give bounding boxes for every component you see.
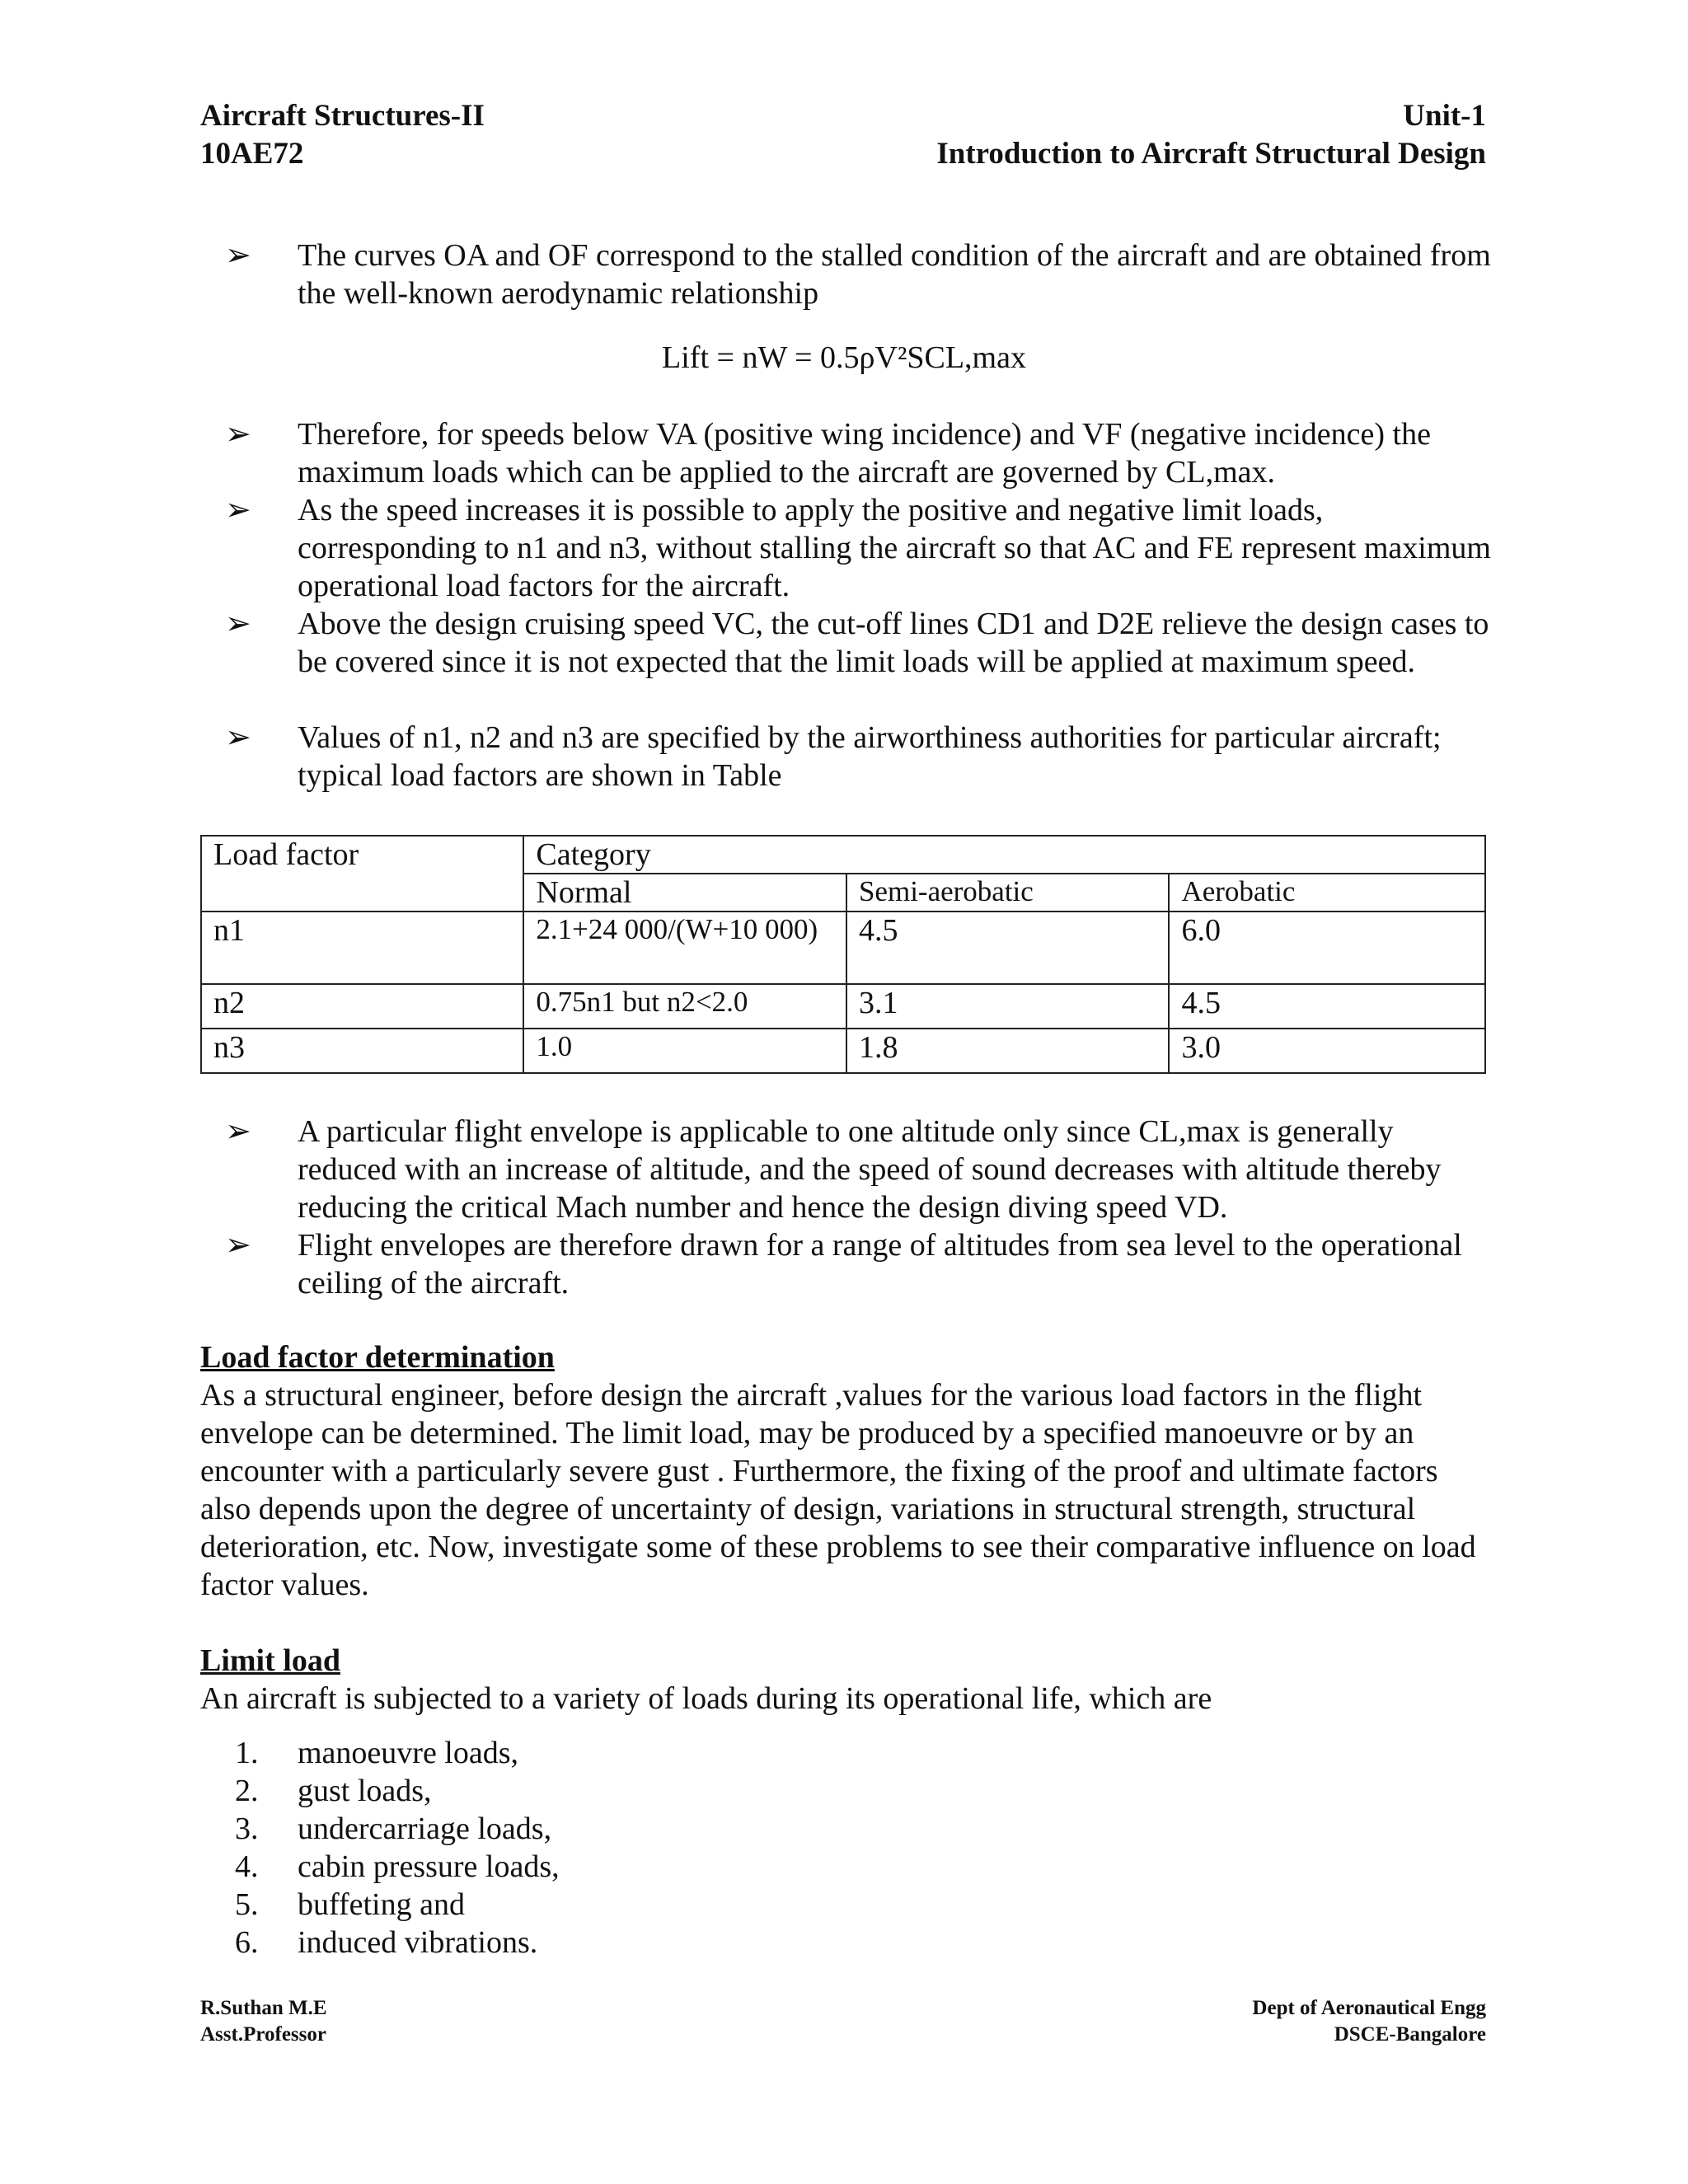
footer-right — [1252, 1995, 1486, 2048]
subheader-normal: Normal — [523, 874, 846, 912]
list-item: 2. gust loads, — [235, 1774, 432, 1808]
bullet-text: Flight envelopes are therefore drawn for a range of altitudes from sea level to the operational ceiling of the aircraft. — [298, 1228, 1462, 1301]
cell-factor: n2 — [201, 984, 523, 1029]
bullet-item — [225, 1113, 1494, 1226]
bullet-arrow-icon: ➢ — [225, 1228, 251, 1263]
course-code: 10AE72 — [200, 137, 304, 171]
cell-semi: 3.1 — [846, 984, 1169, 1029]
cell-factor: n1 — [201, 912, 523, 984]
bullet-item — [225, 605, 1494, 681]
header-load-factor: Load factor — [201, 836, 523, 912]
header-category: Category — [523, 836, 1485, 874]
bullet-text: As the speed increases it is possible to apply the positive and negative limit loads, corresponding to n1 and n3, without stalling the aircraft so that AC and FE represent maximum operational load factors for the aircraft. — [298, 493, 1491, 603]
cell-normal: 0.75n1 but n2<2.0 — [523, 984, 846, 1029]
bullet-arrow-icon: ➢ — [225, 417, 251, 452]
section-title-limit-load: Limit load — [200, 1643, 340, 1678]
bullet-text: The curves OA and OF correspond to the stalled condition of the aircraft and are obtained from the well-known aerodynamic relationship — [298, 238, 1491, 311]
subheader-aerobatic: Aerobatic — [1169, 874, 1485, 912]
bullet-text: Above the design cruising speed VC, the cut-off lines CD1 and D2E relieve the design cases to be covered since it is not expected that the limit loads will be applied at maximum speed. — [298, 607, 1489, 679]
header-right — [936, 97, 1486, 173]
lift-formula: Lift = nW = 0.5ρV²SCL,max — [662, 340, 1026, 375]
cell-aero: 6.0 — [1169, 912, 1485, 984]
cell-normal: 2.1+24 000/(W+10 000) — [523, 912, 846, 984]
unit-label: Unit-1 — [1403, 99, 1486, 133]
bullet-text: Values of n1, n2 and n3 are specified by the airworthiness authorities for particular aircraft; typical load factors are shown in Table — [298, 720, 1442, 793]
table-row — [201, 912, 1485, 984]
bullet-arrow-icon: ➢ — [225, 607, 251, 641]
institute: DSCE-Bangalore — [1334, 2023, 1486, 2046]
table-header-row — [201, 836, 1485, 874]
footer-left — [200, 1995, 327, 2048]
cell-semi: 4.5 — [846, 912, 1169, 984]
cell-normal: 1.0 — [523, 1029, 846, 1073]
paragraph-limit-load-intro: An aircraft is subjected to a variety of loads during its operational life, which are — [200, 1681, 1212, 1716]
load-types-list — [200, 1734, 560, 1961]
bullet-arrow-icon: ➢ — [225, 493, 251, 527]
list-item: 4. cabin pressure loads, — [235, 1849, 560, 1884]
bullet-item — [225, 491, 1494, 605]
list-item: 6. induced vibrations. — [235, 1925, 538, 1960]
bullet-text: A particular flight envelope is applicable to one altitude only since CL,max is generally reduced with an increase of altitude, and the speed of sound decreases with altitude thereby reducing the critical Mach number and hence the design diving speed VD. — [298, 1114, 1442, 1225]
course-title: Aircraft Structures-II — [200, 99, 485, 133]
cell-factor: n3 — [201, 1029, 523, 1073]
bullet-item — [225, 237, 1494, 312]
bullet-item — [225, 1226, 1494, 1302]
cell-semi: 1.8 — [846, 1029, 1169, 1073]
paragraph-load-factor: As a structural engineer, before design the aircraft ,values for the various load factors in the flight envelope can be determined. The limit load, may be produced by a specified manoeuvre or by an encounter with a particularly severe gust . Furthermore, the fixing of the proof and ultimate factors also depends upon the degree of uncertainty of design, variations in structural strength, structural deterioration, etc. Now, investigate some of these problems to see their comparative influence on load factor values. — [200, 1378, 1476, 1602]
table-row — [201, 984, 1485, 1029]
header-left — [200, 97, 485, 173]
bullet-item — [225, 415, 1494, 491]
bullet-text: Therefore, for speeds below VA (positive wing incidence) and VF (negative incidence) the maximum loads which can be applied to the aircraft are governed by CL,max. — [298, 417, 1431, 490]
bullet-arrow-icon: ➢ — [225, 1114, 251, 1149]
unit-title: Introduction to Aircraft Structural Design — [936, 137, 1486, 171]
subheader-semi-aerobatic: Semi-aerobatic — [846, 874, 1169, 912]
bullet-item — [225, 719, 1494, 794]
cell-aero: 3.0 — [1169, 1029, 1485, 1073]
list-item: 5. buffeting and — [235, 1887, 465, 1922]
bullet-arrow-icon: ➢ — [225, 720, 251, 755]
load-factor-table — [200, 835, 1486, 1074]
bullet-arrow-icon: ➢ — [225, 238, 251, 273]
cell-aero: 4.5 — [1169, 984, 1485, 1029]
list-item: 3. undercarriage loads, — [235, 1811, 552, 1846]
author-name: R.Suthan M.E — [200, 1997, 327, 2019]
list-item: 1. manoeuvre loads, — [235, 1736, 519, 1770]
table-row — [201, 1029, 1485, 1073]
department: Dept of Aeronautical Engg — [1252, 1997, 1486, 2019]
author-designation: Asst.Professor — [200, 2023, 326, 2046]
section-title-load-factor: Load factor determination — [200, 1340, 555, 1375]
